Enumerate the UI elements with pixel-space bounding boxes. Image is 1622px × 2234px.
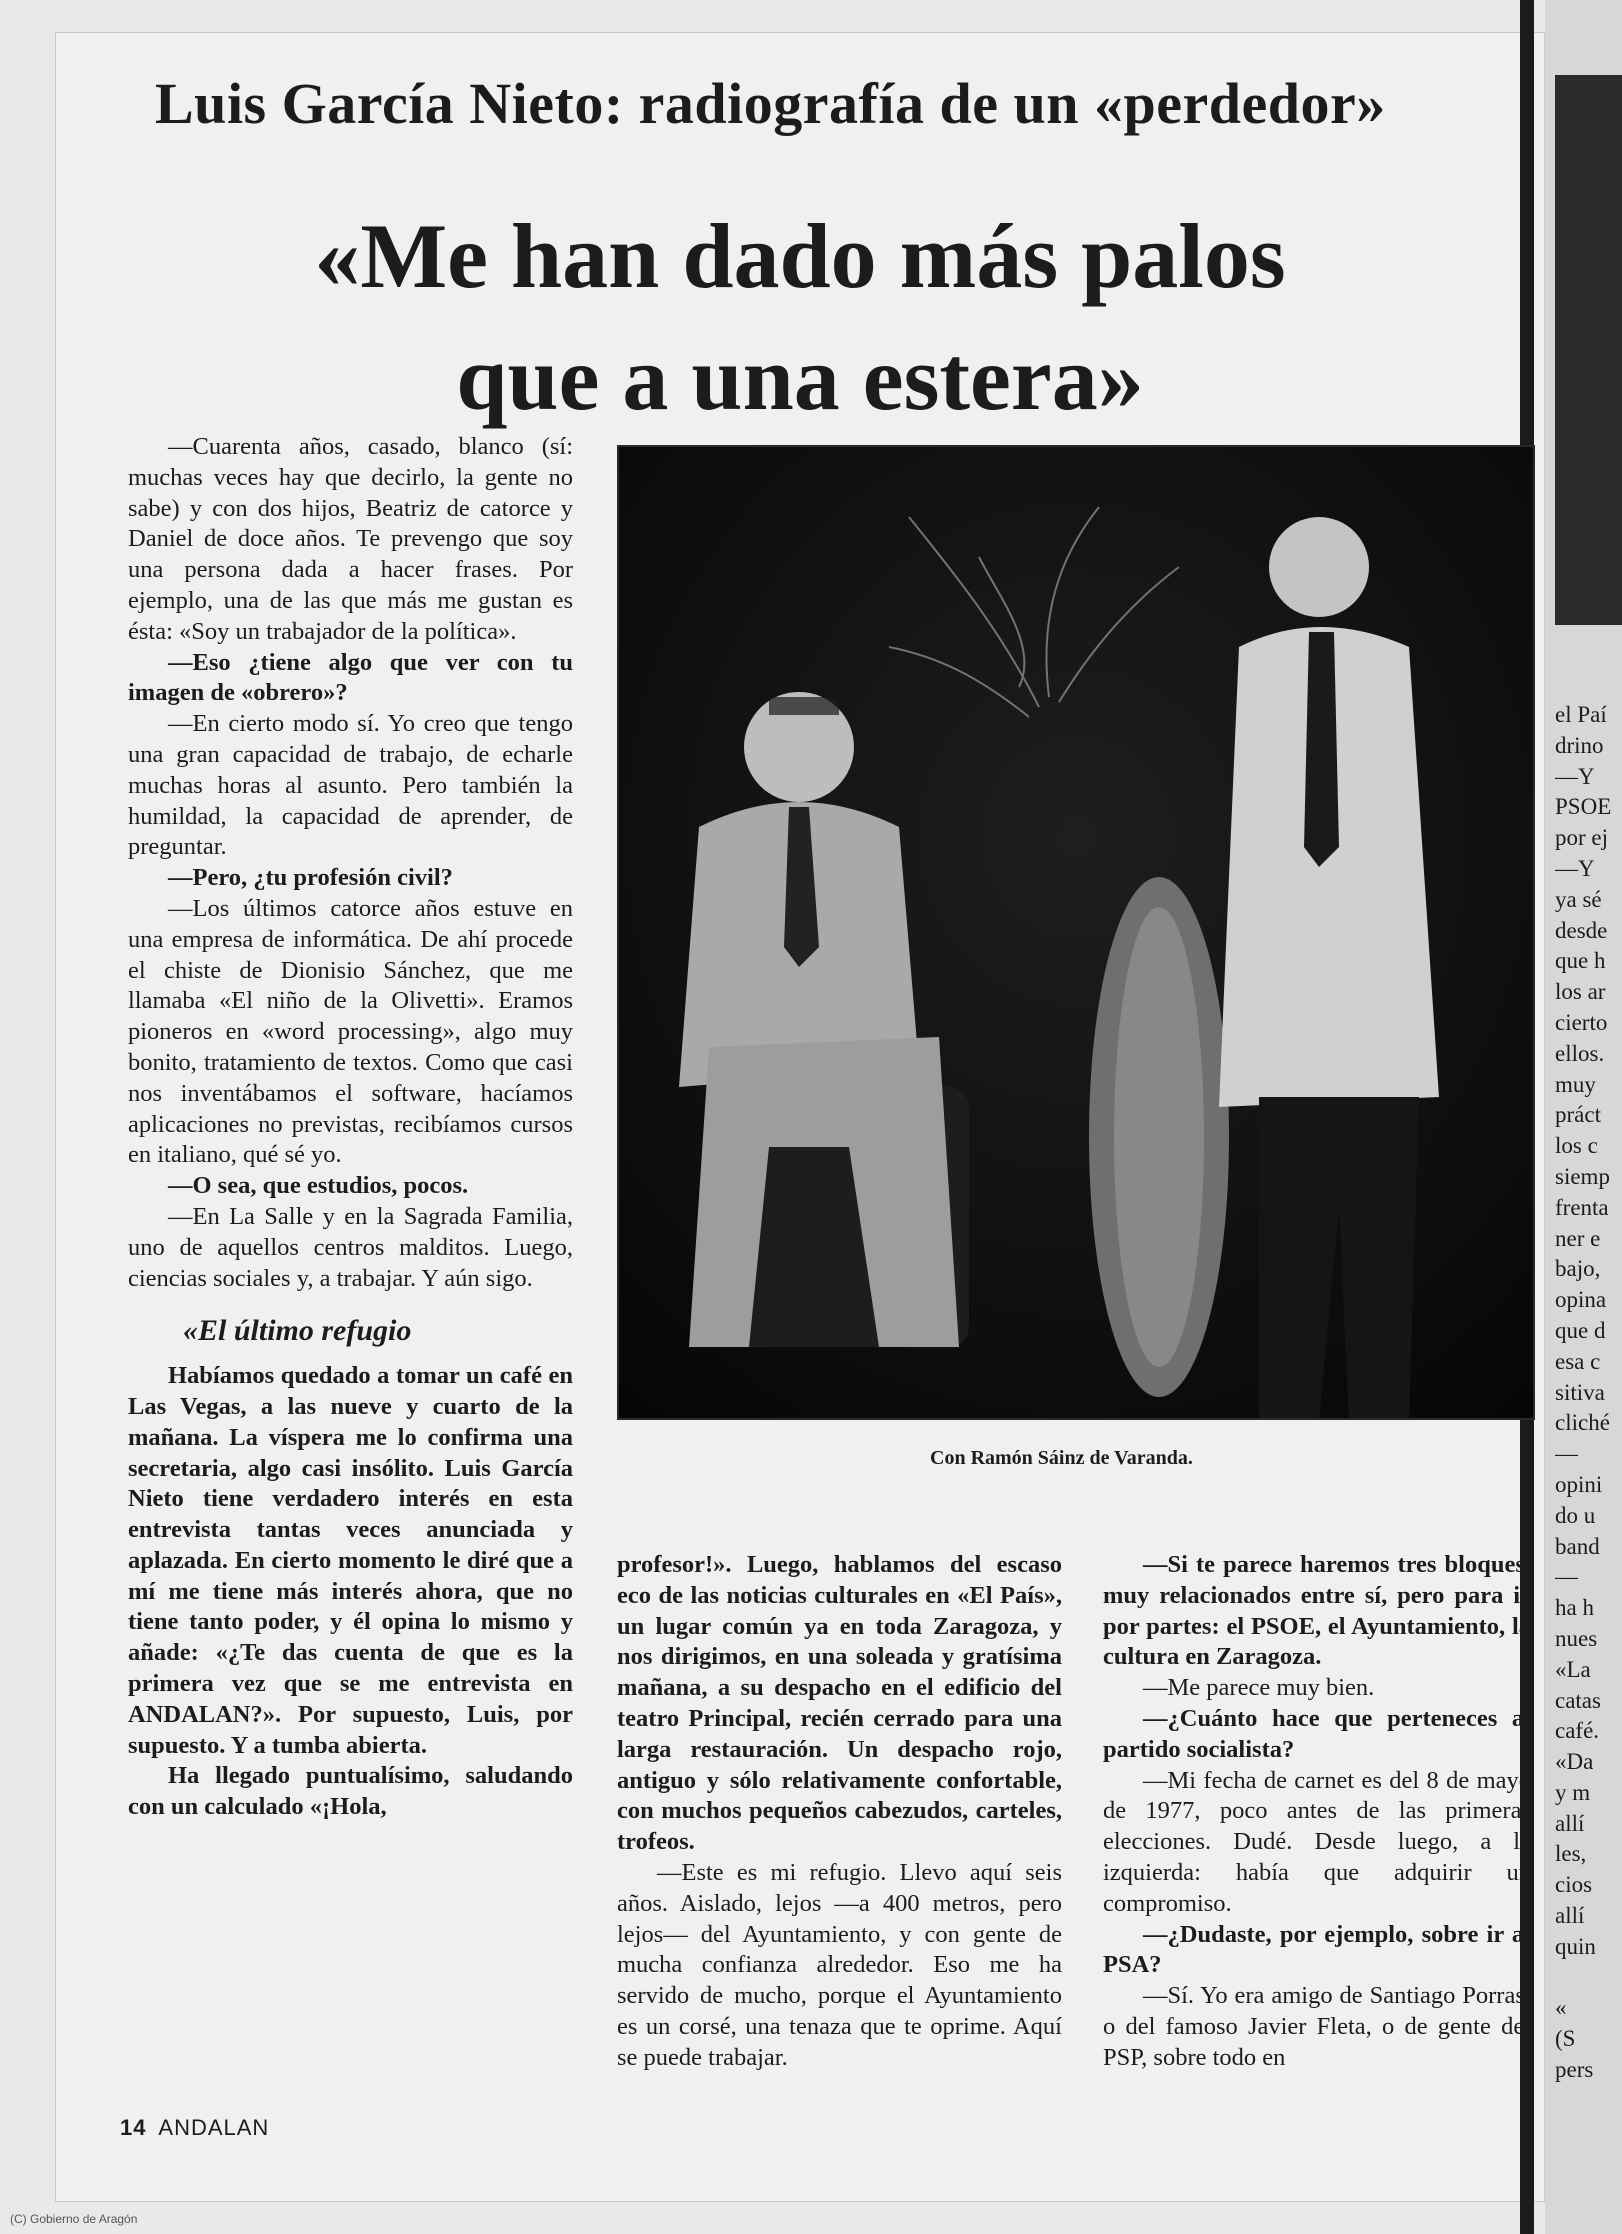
paragraph: —Mi fecha de carnet es del 8 de mayo de 1977, poco antes de las primeras elecciones. Dudé. Desde luego, a la izquierda: había que adquirir un compromiso. [1103, 1766, 1531, 1917]
next-page-photo-fragment [1555, 75, 1622, 625]
next-page-line: band [1555, 1533, 1600, 1559]
next-page-line: desde [1555, 917, 1608, 943]
article-photo [617, 445, 1535, 1420]
page-folio [120, 2115, 269, 2141]
next-page-line: los c [1555, 1133, 1598, 1159]
paragraph: —Sí. Yo era amigo de Santiago Porras, o del famoso Javier Fleta, o de gente del PSP, sobre todo en [1103, 1982, 1531, 2071]
next-page-line: cierto [1555, 1009, 1608, 1035]
next-page-line: los ar [1555, 979, 1606, 1005]
paragraph: —Cuarenta años, casado, blanco (sí: muchas veces hay que decirlo, la gente no sabe) y con dos hijos, Beatriz de catorce y Daniel de doce años. Te prevengo que soy una persona dada a hacer frases. Por ejemplo, una de las que más me gustan es ésta: «Soy un trabajador de la política». [128, 433, 573, 645]
next-page-line: esa c [1555, 1348, 1601, 1374]
article-headline [300, 195, 1300, 439]
question: —¿Cuánto hace que perteneces al partido socialista? [1103, 1704, 1531, 1763]
next-page-line: frenta [1555, 1194, 1609, 1220]
next-page-line [1555, 1963, 1622, 1994]
next-page-text-fragment [1555, 700, 1622, 2086]
next-page-line: opina [1555, 1287, 1607, 1313]
next-page-line: — [1555, 1441, 1578, 1467]
photo-caption: Con Ramón Sáinz de Varanda. [930, 1447, 1193, 1469]
next-page-line: nues [1555, 1625, 1598, 1651]
headline-line-2: que a una estera» [456, 327, 1144, 429]
article-kicker: Luis García Nieto: radiografía de un «perdedor» [155, 71, 1386, 136]
paragraph: —Este es mi refugio. Llevo aquí seis años. Aislado, lejos —a 400 metros, pero lejos— del Ayuntamiento, y con gente de mucha confianza alrededor. Eso me ha servido de mucho, porque el Ayuntamiento es un corsé, una tenaza que te oprime. Aquí se puede trabajar. [617, 1858, 1062, 2071]
next-page-line: opini [1555, 1471, 1603, 1497]
next-page-line: «Da [1555, 1749, 1594, 1775]
page-number: 14 [120, 2115, 147, 2140]
section-subhead: «El último refugio [183, 1314, 412, 1348]
next-page-line: quin [1555, 1933, 1596, 1959]
lead-paragraph: Ha llegado puntualísimo, saludando con un calculado «¡Hola, [128, 1762, 573, 1821]
copyright-notice: (C) Gobierno de Aragón [10, 2212, 138, 2226]
photo-illustration [619, 447, 1535, 1420]
next-page-line: PSOE [1555, 794, 1612, 820]
next-page-line: ha h [1555, 1595, 1594, 1621]
next-page-line: «La [1555, 1656, 1591, 1682]
question: —O sea, que estudios, pocos. [168, 1172, 469, 1200]
next-page-line: les, [1555, 1841, 1587, 1867]
next-page-line: do u [1555, 1502, 1596, 1528]
next-page-line: café. [1555, 1718, 1600, 1744]
next-page-line: cliché [1555, 1410, 1610, 1436]
next-page-line: y m [1555, 1779, 1591, 1805]
question: —¿Dudaste, por ejemplo, sobre ir al PSA? [1103, 1920, 1531, 1979]
next-page-line: bajo, [1555, 1256, 1601, 1282]
next-page-line: que h [1555, 948, 1606, 974]
next-page-line: « [1555, 1995, 1567, 2021]
next-page-line: pers [1555, 2057, 1594, 2083]
column-3 [1103, 1550, 1531, 2074]
column-1 [128, 432, 573, 1823]
next-page-line: catas [1555, 1687, 1601, 1713]
next-page-line: práct [1555, 1102, 1601, 1128]
paragraph: —En La Salle y en la Sagrada Familia, uno de aquellos centros malditos. Luego, ciencias sociales y, a trabajar. Y aún sigo. [128, 1202, 573, 1292]
next-page-line: que d [1555, 1317, 1606, 1343]
next-page-line: el Paí [1555, 702, 1607, 727]
next-page-line: —Y [1555, 763, 1595, 789]
magazine-name: ANDALAN [158, 2115, 270, 2140]
next-page-line: sitiva [1555, 1379, 1605, 1405]
next-page-line: ellos. [1555, 1040, 1605, 1066]
next-page-line: (S [1555, 2026, 1576, 2052]
paragraph: —En cierto modo sí. Yo creo que tengo una gran capacidad de trabajo, de echarle muchas horas al asunto. Pero también la humildad, la capacidad de aprender, de preguntar. [128, 710, 573, 861]
lead-paragraph: profesor!». Luego, hablamos del escaso eco de las noticias culturales en «El País», un lugar común ya en toda Zaragoza, y nos dirigimos, en una soleada y gratísima mañana, a su despacho en el edificio del teatro Principal, recién cerrado para una larga restauración. Un despacho rojo, antiguo y sólo relativamente confortable, con muchos pequeños cabezudos, carteles, trofeos. [617, 1551, 1062, 1856]
next-page-line: — [1555, 1564, 1578, 1590]
next-page-line: muy [1555, 1071, 1596, 1097]
headline-line-1: «Me han dado más palos [314, 205, 1286, 307]
question: —Eso ¿tiene algo que ver con tu imagen de «obrero»? [128, 648, 573, 707]
next-page-line: por ej [1555, 825, 1609, 851]
next-page-line: drino [1555, 732, 1604, 758]
next-page-line: ya sé [1555, 886, 1602, 912]
next-page-line: —Y [1555, 855, 1595, 881]
paragraph: —Me parece muy bien. [1143, 1674, 1375, 1702]
paragraph: —Los últimos catorce años estuve en una empresa de informática. De ahí procede el chiste de Dionisio Sánchez, que me llamaba «El niño de la Olivetti». Eramos pioneros en «word processing», algo muy bonito, tratamiento de textos. Como que casi nos inventábamos el software, hacíamos aplicaciones no previstas, recibíamos cursos en italiano, qué sé yo. [128, 894, 573, 1169]
next-page-line: siemp [1555, 1163, 1610, 1189]
next-page-line: allí [1555, 1903, 1585, 1929]
lead-paragraph: Habíamos quedado a tomar un café en Las Vegas, a las nueve y cuarto de la mañana. La víspera me lo confirma una secretaria, algo casi insólito. Luis García Nieto tiene verdadero interés en esta entrevista tantas veces anunciada y aplazada. En cierto momento le diré que a mí me tiene más interés ahora, que no tiene tanto poder, y él opina lo mismo y añade: «¿Te das cuenta de que es la primera vez que se me entrevista en ANDALAN?». Por supuesto, Luis, por supuesto. Y a tumba abierta. [128, 1362, 573, 1759]
column-2 [617, 1550, 1062, 2074]
question: —Pero, ¿tu profesión civil? [168, 864, 453, 892]
next-page-line: ner e [1555, 1225, 1601, 1251]
next-page-line: allí [1555, 1810, 1585, 1836]
next-page-line: cios [1555, 1872, 1593, 1898]
question: —Si te parece haremos tres bloques, muy relacionados entre sí, pero para ir por partes: el PSOE, el Ayuntamiento, la cultura en Zaragoza. [1103, 1551, 1531, 1671]
